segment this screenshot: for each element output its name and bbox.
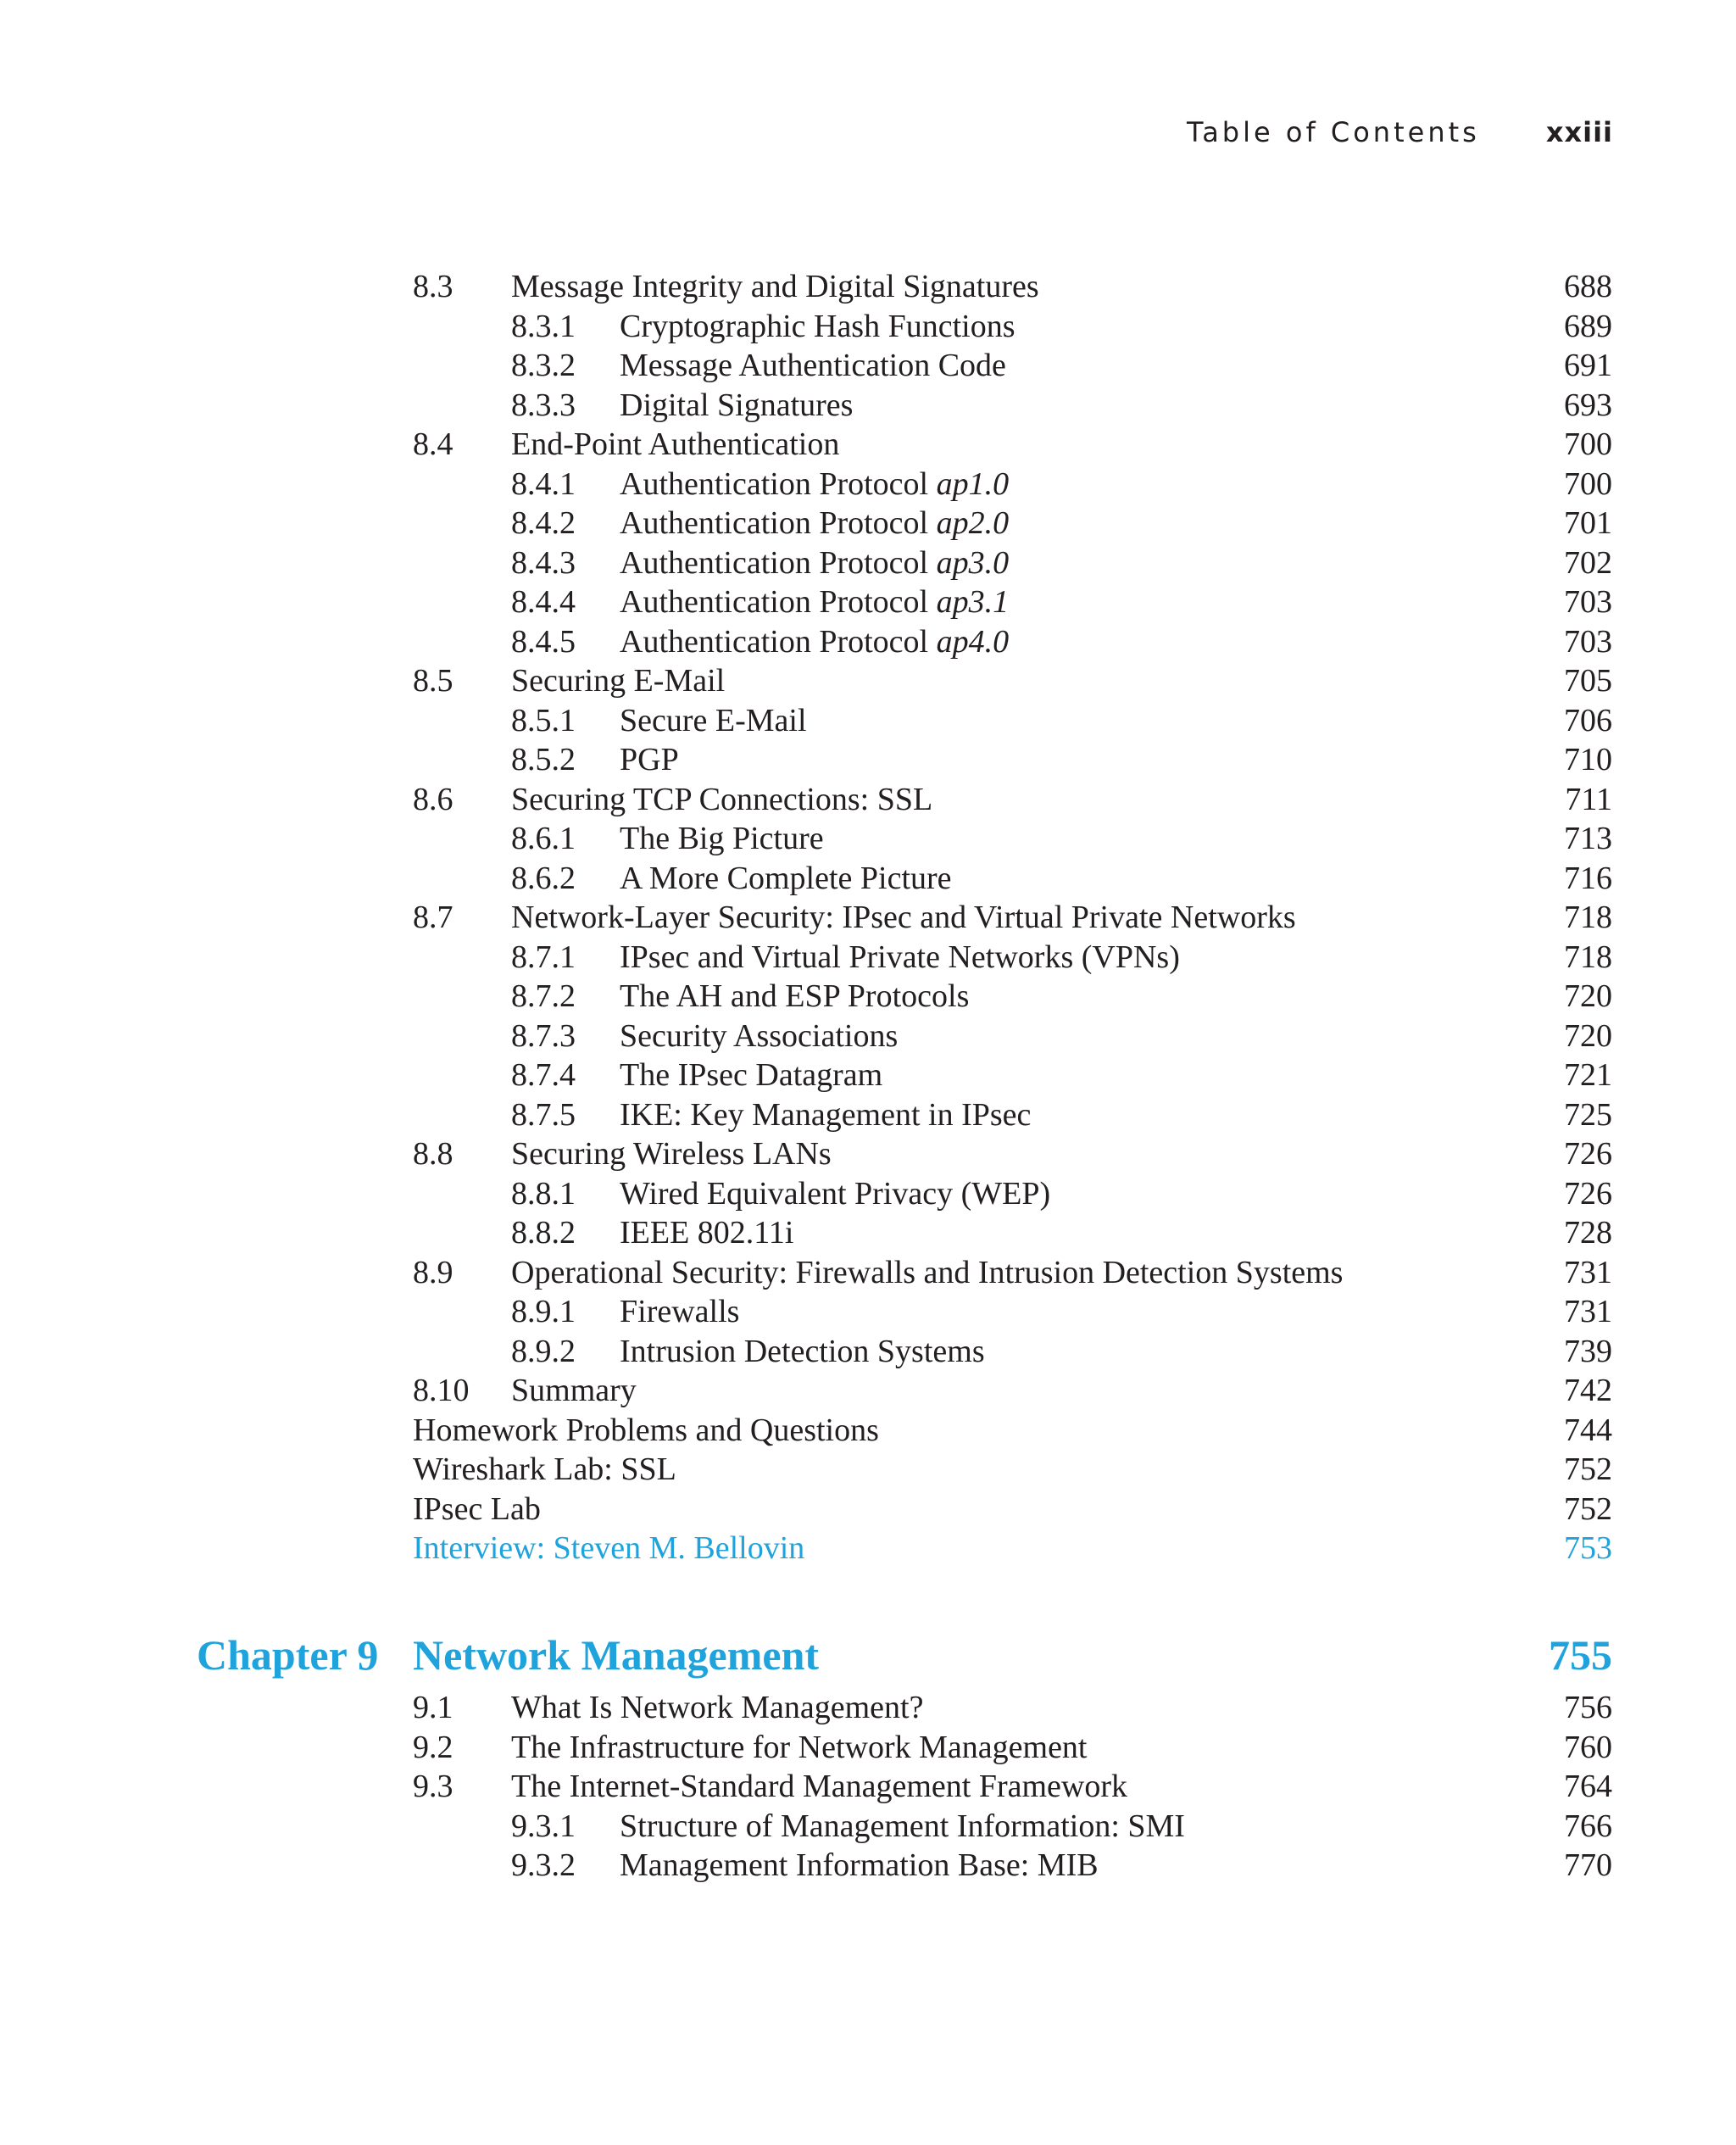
section-page-number: 739 [1564, 1333, 1612, 1369]
section-title-text: Interview: Steven M. Bellovin [413, 1530, 805, 1566]
section-page-number: 711 [1565, 781, 1612, 817]
section-page-number: 756 [1564, 1690, 1612, 1725]
section-title [413, 1529, 804, 1568]
section-title-text: The Infrastructure for Network Management [511, 1729, 1088, 1765]
running-header-title: Table of Contents [1186, 116, 1480, 148]
toc-entry[interactable] [0, 819, 1736, 859]
section-number: 8.4 [413, 426, 453, 462]
section-number: 8.6.2 [511, 860, 576, 896]
section-page-number: 713 [1564, 821, 1612, 856]
toc-entry[interactable] [0, 386, 1736, 426]
section-title [620, 386, 853, 426]
toc-entry[interactable] [0, 582, 1736, 622]
section-number: 8.4.3 [511, 544, 576, 581]
section-title [511, 898, 1296, 938]
toc-entry[interactable] [0, 1450, 1736, 1490]
section-number: 8.10 [413, 1373, 470, 1408]
section-number: 8.3.2 [511, 348, 576, 383]
section-title-text: Authentication Protocol [620, 623, 937, 660]
section-number: 8.7.5 [511, 1096, 576, 1133]
section-page-number: 726 [1564, 1175, 1612, 1212]
section-title [620, 1332, 985, 1372]
section-page-number: 731 [1564, 1294, 1612, 1329]
section-number: 8.9.2 [511, 1333, 576, 1369]
toc-entry[interactable] [0, 1213, 1736, 1253]
section-number: 8.7.4 [511, 1057, 576, 1093]
section-number: 9.3 [413, 1769, 453, 1804]
section-page-number: 760 [1564, 1729, 1612, 1765]
section-title-text: Authentication Protocol [620, 584, 937, 620]
section-number: 8.6 [413, 781, 453, 817]
toc-entry[interactable] [0, 898, 1736, 938]
section-title-text: Operational Security: Firewalls and Intrusion Detection Systems [511, 1254, 1344, 1290]
section-title-text: IPsec and Virtual Private Networks (VPNs) [620, 939, 1180, 975]
section-title-text: Wireshark Lab: SSL [413, 1451, 676, 1487]
section-number: 9.3.2 [511, 1847, 576, 1883]
toc-entry[interactable] [0, 1767, 1736, 1807]
section-number: 8.8.1 [511, 1175, 576, 1212]
toc-entry[interactable] [0, 1807, 1736, 1847]
toc-entry[interactable] [0, 1371, 1736, 1411]
toc-entry[interactable] [0, 1846, 1736, 1886]
section-number: 8.4.1 [511, 465, 576, 502]
section-number: 8.7.2 [511, 978, 576, 1014]
section-page-number: 706 [1564, 702, 1612, 738]
section-title [511, 1688, 923, 1728]
section-page-number: 700 [1564, 465, 1612, 502]
toc-entry[interactable] [0, 1056, 1736, 1095]
page-number: xxiii [1545, 116, 1613, 148]
section-title-text: Digital Signatures [620, 387, 854, 423]
section-page-number: 744 [1564, 1412, 1612, 1448]
section-title-text: End-Point Authentication [511, 426, 840, 462]
section-title [620, 859, 952, 899]
toc-entry[interactable] [0, 267, 1736, 307]
toc-entry[interactable] [0, 1529, 1736, 1568]
toc-entry[interactable] [0, 1490, 1736, 1529]
toc-entry[interactable] [0, 1292, 1736, 1332]
section-title [620, 1174, 1050, 1214]
toc-entry[interactable] [0, 740, 1736, 780]
section-page-number: 753 [1564, 1530, 1612, 1566]
section-title-text: The AH and ESP Protocols [620, 978, 970, 1014]
section-title [620, 1056, 882, 1095]
section-number: 8.8 [413, 1136, 453, 1172]
toc-entry[interactable] [0, 938, 1736, 978]
section-title-text: Securing TCP Connections: SSL [511, 781, 933, 817]
toc-entry[interactable] [0, 543, 1736, 583]
protocol-name: ap4.0 [936, 623, 1010, 660]
section-title-text: Intrusion Detection Systems [620, 1333, 985, 1369]
section-title [620, 1095, 1031, 1135]
section-title-text: Cryptographic Hash Functions [620, 308, 1015, 344]
protocol-name: ap3.0 [936, 544, 1010, 581]
section-page-number: 718 [1564, 939, 1612, 975]
section-title-text: Structure of Management Information: SMI [620, 1808, 1185, 1844]
section-title [620, 582, 1009, 622]
section-page-number: 726 [1564, 1136, 1612, 1172]
section-title-text: Secure E-Mail [620, 702, 807, 738]
section-page-number: 725 [1564, 1096, 1612, 1133]
toc-entry[interactable] [0, 622, 1736, 662]
section-title-text: The Internet-Standard Management Framework [511, 1769, 1128, 1804]
section-page-number: 688 [1564, 269, 1612, 304]
section-page-number: 764 [1564, 1769, 1612, 1804]
section-title [620, 1846, 1099, 1886]
section-page-number: 701 [1564, 505, 1612, 541]
section-page-number: 752 [1564, 1451, 1612, 1487]
section-title [511, 1253, 1343, 1293]
toc-entry[interactable] [0, 1688, 1736, 1728]
section-title [620, 307, 1015, 347]
section-title-text: Securing Wireless LANs [511, 1136, 832, 1172]
section-title [511, 1728, 1088, 1768]
section-page-number: 710 [1564, 742, 1612, 777]
section-title [620, 1017, 898, 1056]
section-title [620, 701, 807, 741]
toc-entry[interactable] [0, 504, 1736, 543]
section-title-text: Securing E-Mail [511, 663, 726, 699]
section-page-number: 691 [1564, 348, 1612, 383]
section-title [620, 819, 824, 859]
section-page-number: 702 [1564, 544, 1612, 581]
toc-entry[interactable] [0, 1332, 1736, 1372]
section-title [511, 661, 725, 701]
section-page-number: 700 [1564, 426, 1612, 462]
section-number: 8.6.1 [511, 821, 576, 856]
section-number: 9.1 [413, 1690, 453, 1725]
section-page-number: 728 [1564, 1215, 1612, 1251]
toc-entry[interactable] [0, 977, 1736, 1017]
toc-entry[interactable] [0, 465, 1736, 504]
section-number: 8.8.2 [511, 1215, 576, 1251]
section-number: 8.9 [413, 1254, 453, 1290]
section-title [620, 465, 1009, 504]
section-number: 8.3.3 [511, 387, 576, 423]
toc-entry[interactable] [0, 1134, 1736, 1174]
section-page-number: 718 [1564, 900, 1612, 935]
section-title-text: Wired Equivalent Privacy (WEP) [620, 1175, 1051, 1212]
section-number: 8.4.2 [511, 505, 576, 541]
toc-entry[interactable] [0, 307, 1736, 347]
section-page-number: 752 [1564, 1490, 1612, 1527]
toc-entry[interactable] [0, 1728, 1736, 1768]
section-number: 9.3.1 [511, 1808, 576, 1844]
section-title-text: IEEE 802.11i [620, 1215, 794, 1251]
section-page-number: 689 [1564, 308, 1612, 344]
section-title-text: The IPsec Datagram [620, 1057, 883, 1093]
toc-entry[interactable] [0, 1411, 1736, 1451]
section-number: 9.2 [413, 1729, 453, 1765]
chapter-heading[interactable] [0, 1625, 1736, 1685]
section-title-text: Firewalls [620, 1294, 740, 1329]
section-title [620, 938, 1180, 978]
section-title-text: Homework Problems and Questions [413, 1412, 879, 1448]
section-title-text: Authentication Protocol [620, 505, 937, 541]
section-number: 8.5.1 [511, 702, 576, 738]
section-title [511, 267, 1039, 307]
section-title [511, 425, 839, 465]
toc-entry[interactable] [0, 859, 1736, 899]
section-title [511, 780, 932, 820]
chapter-page-number: 755 [1549, 1631, 1612, 1679]
chapter-title: Network Management [413, 1631, 820, 1679]
section-page-number: 705 [1564, 663, 1612, 699]
section-page-number: 766 [1564, 1808, 1612, 1844]
protocol-name: ap3.1 [936, 584, 1010, 620]
section-title [620, 622, 1009, 662]
section-number: 8.7.1 [511, 939, 576, 975]
toc-entry[interactable] [0, 346, 1736, 386]
section-number: 8.9.1 [511, 1294, 576, 1329]
toc-entry[interactable] [0, 780, 1736, 820]
section-title-text: PGP [620, 742, 679, 777]
section-title-text: Network-Layer Security: IPsec and Virtual Private Networks [511, 900, 1296, 935]
section-number: 8.4.4 [511, 584, 576, 620]
section-title [620, 1292, 739, 1332]
section-title [620, 346, 1006, 386]
section-title [413, 1411, 879, 1451]
section-title [620, 543, 1009, 583]
section-number: 8.3 [413, 269, 453, 304]
section-page-number: 703 [1564, 623, 1612, 660]
section-title-text: Authentication Protocol [620, 465, 937, 502]
section-number: 8.4.5 [511, 623, 576, 660]
section-title [413, 1450, 676, 1490]
section-title-text: Security Associations [620, 1017, 899, 1054]
section-page-number: 731 [1564, 1254, 1612, 1290]
section-title [620, 740, 679, 780]
toc-entry[interactable] [0, 425, 1736, 465]
section-number: 8.7 [413, 900, 453, 935]
section-title [620, 504, 1009, 543]
chapter-label: Chapter 9 [197, 1631, 379, 1679]
section-number: 8.3.1 [511, 308, 576, 344]
toc-chapter-9-list [0, 1688, 1736, 1886]
protocol-name: ap1.0 [936, 465, 1010, 502]
section-title-text: Authentication Protocol [620, 544, 937, 581]
section-title-text: What Is Network Management? [511, 1690, 924, 1725]
section-title [620, 1213, 793, 1253]
toc-entry[interactable] [0, 1174, 1736, 1214]
section-title [511, 1371, 637, 1411]
section-title-text: IKE: Key Management in IPsec [620, 1096, 1032, 1133]
section-page-number: 742 [1564, 1373, 1612, 1408]
section-page-number: 716 [1564, 860, 1612, 896]
section-title-text: Message Authentication Code [620, 348, 1006, 383]
section-title [413, 1490, 541, 1529]
toc-entry[interactable] [0, 701, 1736, 741]
toc-entry[interactable] [0, 661, 1736, 701]
toc-entry[interactable] [0, 1095, 1736, 1135]
section-title-text: The Big Picture [620, 821, 824, 856]
section-page-number: 693 [1564, 387, 1612, 423]
running-header [0, 115, 1613, 149]
section-title-text: Summary [511, 1373, 637, 1408]
section-number: 8.5.2 [511, 742, 576, 777]
toc-entry[interactable] [0, 1253, 1736, 1293]
section-page-number: 721 [1564, 1057, 1612, 1093]
section-title [620, 977, 969, 1017]
section-title-text: IPsec Lab [413, 1490, 541, 1527]
section-title-text: Management Information Base: MIB [620, 1847, 1099, 1883]
section-number: 8.5 [413, 663, 453, 699]
section-title [620, 1807, 1185, 1847]
section-title [511, 1134, 832, 1174]
protocol-name: ap2.0 [936, 505, 1010, 541]
toc-chapter-8-list [0, 267, 1736, 1568]
section-title-text: Message Integrity and Digital Signatures [511, 269, 1039, 304]
toc-entry[interactable] [0, 1017, 1736, 1056]
section-page-number: 770 [1564, 1847, 1612, 1883]
section-page-number: 720 [1564, 978, 1612, 1014]
section-page-number: 703 [1564, 584, 1612, 620]
section-page-number: 720 [1564, 1017, 1612, 1054]
section-number: 8.7.3 [511, 1017, 576, 1054]
section-title [511, 1767, 1127, 1807]
section-title-text: A More Complete Picture [620, 860, 952, 896]
